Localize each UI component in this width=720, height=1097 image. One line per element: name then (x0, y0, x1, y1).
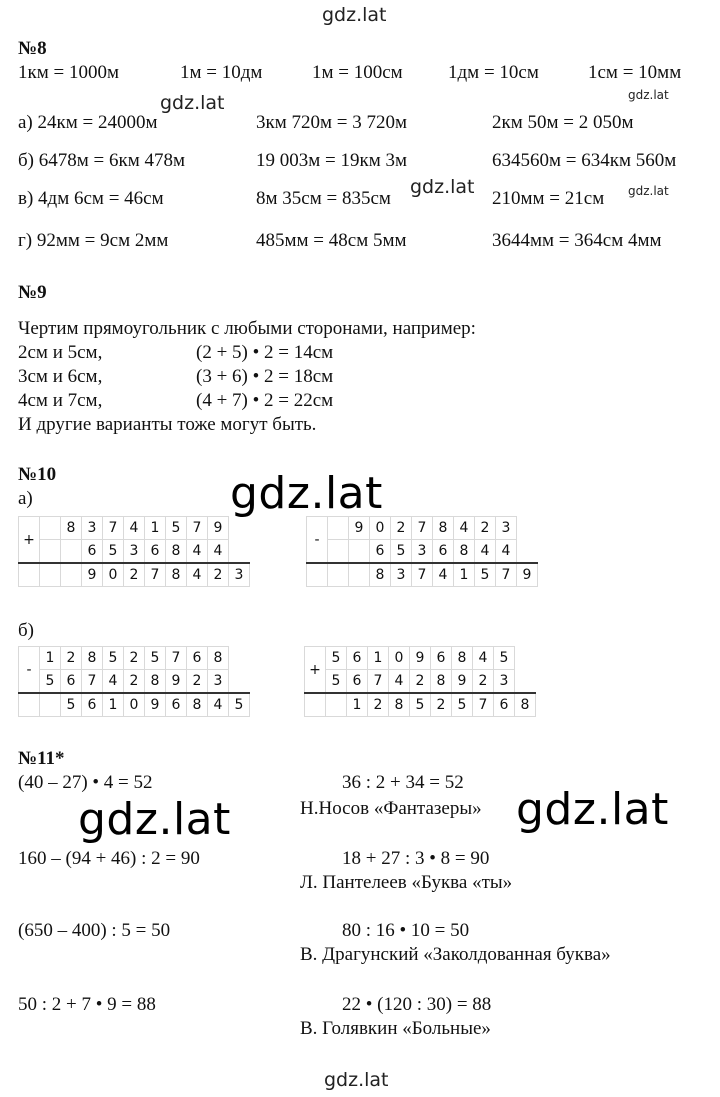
digit-cell: 6 (61, 670, 82, 694)
operator-sign (40, 693, 61, 717)
conversion-item: 19 003м = 19км 3м (256, 150, 408, 171)
column-addition-b (304, 646, 536, 717)
digit-cell: 4 (187, 563, 208, 587)
digit-cell: 8 (452, 647, 473, 670)
expression-right: 80 : 16 • 10 = 50 (342, 920, 470, 941)
operand-bottom (307, 540, 538, 564)
section-title-8: №8 (18, 38, 47, 59)
digit-cell: 3 (412, 540, 433, 564)
expression-left: 50 : 2 + 7 • 9 = 88 (18, 994, 156, 1015)
conversion-item: г) 92мм = 9см 2мм (18, 230, 169, 251)
digit-cell: 2 (187, 670, 208, 694)
digit-cell: 0 (124, 693, 145, 717)
column-addition-a (18, 516, 250, 587)
operator-sign: + (19, 517, 40, 564)
perimeter-calc: (4 + 7) • 2 = 22см (196, 390, 334, 411)
digit-cell: 9 (349, 517, 370, 540)
digit-cell: 4 (496, 540, 517, 564)
digit-cell (61, 563, 82, 587)
conversion-item: 2км 50м = 2 050м (492, 112, 634, 133)
digit-cell (328, 517, 349, 540)
digit-cell: 8 (208, 647, 229, 670)
digit-cell: 7 (412, 517, 433, 540)
operand-bottom (19, 540, 250, 564)
digit-cell: 5 (166, 517, 187, 540)
digit-cell: 9 (452, 670, 473, 694)
digit-cell: 2 (61, 647, 82, 670)
digit-cell: 3 (208, 670, 229, 694)
result-row (307, 563, 538, 587)
digit-cell: 8 (389, 693, 410, 717)
digit-cell: 5 (145, 647, 166, 670)
digit-cell: 8 (166, 540, 187, 564)
result-row (19, 693, 250, 717)
digit-cell: 5 (103, 540, 124, 564)
expression-right: 22 • (120 : 30) = 88 (342, 994, 492, 1015)
digit-cell: 6 (370, 540, 391, 564)
subtask-label-b: б) (18, 620, 34, 641)
digit-cell: 8 (515, 693, 536, 717)
digit-cell: 4 (208, 693, 229, 717)
digit-cell: 6 (187, 647, 208, 670)
digit-cell (40, 517, 61, 540)
operator-blank (305, 693, 326, 717)
digit-cell: 5 (40, 670, 61, 694)
digit-cell: 4 (208, 540, 229, 564)
digit-cell: 5 (103, 647, 124, 670)
task-outro: И другие варианты тоже могут быть. (18, 414, 317, 435)
digit-cell: 2 (124, 670, 145, 694)
perimeter-calc: (2 + 5) • 2 = 14см (196, 342, 334, 363)
unit-relation: 1км = 1000м (18, 62, 119, 83)
operator-blank (19, 563, 40, 587)
rectangle-sides: 3см и 6см, (18, 366, 103, 387)
watermark-small: gdz.lat (410, 176, 475, 198)
section-title-10: №10 (18, 464, 57, 485)
conversion-item: 8м 35см = 835см (256, 188, 391, 209)
digit-cell: 1 (347, 693, 368, 717)
digit-cell: 2 (391, 517, 412, 540)
conversion-item: а) 24км = 24000м (18, 112, 158, 133)
watermark-big: gdz.lat (516, 784, 669, 835)
digit-cell: 7 (473, 693, 494, 717)
result-row (19, 563, 250, 587)
digit-cell (61, 540, 82, 564)
digit-cell: 8 (61, 517, 82, 540)
digit-cell: 3 (82, 517, 103, 540)
watermark-bottom: gdz.lat (324, 1069, 389, 1091)
digit-cell: 9 (82, 563, 103, 587)
expression-left: (650 – 400) : 5 = 50 (18, 920, 171, 941)
digit-cell: 6 (433, 540, 454, 564)
digit-cell: 6 (82, 693, 103, 717)
unit-relation: 1м = 100см (312, 62, 403, 83)
digit-cell: 9 (145, 693, 166, 717)
conversion-item: 634560м = 634км 560м (492, 150, 677, 171)
operator-sign (328, 563, 349, 587)
digit-cell: 6 (494, 693, 515, 717)
digit-cell: 8 (370, 563, 391, 587)
unit-relation: 1см = 10мм (588, 62, 682, 83)
story-author: Л. Пантелеев «Буква «ты» (300, 872, 513, 893)
operand-top (305, 647, 536, 670)
digit-cell: 3 (229, 563, 250, 587)
conversion-item: 485мм = 48см 5мм (256, 230, 407, 251)
digit-cell: 9 (208, 517, 229, 540)
digit-cell: 8 (187, 693, 208, 717)
watermark-tiny: gdz.lat (628, 88, 669, 102)
operator-sign: + (305, 647, 326, 694)
operator-sign (40, 563, 61, 587)
digit-cell: 5 (229, 693, 250, 717)
digit-cell: 4 (433, 563, 454, 587)
conversion-item: б) 6478м = 6км 478м (18, 150, 186, 171)
digit-cell: 8 (82, 647, 103, 670)
digit-cell: 0 (370, 517, 391, 540)
digit-cell: 9 (410, 647, 431, 670)
digit-cell: 3 (494, 670, 515, 694)
digit-cell: 2 (410, 670, 431, 694)
digit-cell: 1 (454, 563, 475, 587)
digit-cell: 5 (494, 647, 515, 670)
digit-cell: 5 (326, 647, 347, 670)
digit-cell: 9 (166, 670, 187, 694)
unit-relation: 1м = 10дм (180, 62, 263, 83)
operand-bottom (305, 670, 536, 694)
digit-cell: 7 (412, 563, 433, 587)
digit-cell: 6 (347, 670, 368, 694)
story-author: В. Драгунский «Заколдованная буква» (300, 944, 611, 965)
digit-cell: 7 (145, 563, 166, 587)
digit-cell: 9 (517, 563, 538, 587)
digit-cell: 4 (473, 647, 494, 670)
section-title-11: №11* (18, 748, 65, 769)
conversion-item: 210мм = 21см (492, 188, 605, 209)
digit-cell: 6 (166, 693, 187, 717)
unit-relation: 1дм = 10см (448, 62, 539, 83)
operator-sign (326, 693, 347, 717)
digit-cell: 3 (391, 563, 412, 587)
story-author: В. Голявкин «Больные» (300, 1018, 491, 1039)
digit-cell: 1 (103, 693, 124, 717)
digit-cell: 7 (103, 517, 124, 540)
operator-sign: - (307, 517, 328, 564)
task-intro: Чертим прямоугольник с любыми сторонами, например: (18, 318, 476, 339)
operator-sign: - (19, 647, 40, 694)
conversion-item: 3км 720м = 3 720м (256, 112, 408, 133)
digit-cell: 4 (124, 517, 145, 540)
column-subtraction-b (18, 646, 250, 717)
expression-right: 18 + 27 : 3 • 8 = 90 (342, 848, 490, 869)
digit-cell: 4 (187, 540, 208, 564)
digit-cell: 5 (391, 540, 412, 564)
digit-cell: 6 (145, 540, 166, 564)
digit-cell: 7 (496, 563, 517, 587)
digit-cell: 4 (454, 517, 475, 540)
digit-cell: 1 (145, 517, 166, 540)
digit-cell (328, 540, 349, 564)
digit-cell: 6 (82, 540, 103, 564)
rectangle-sides: 4см и 7см, (18, 390, 103, 411)
digit-cell: 8 (166, 563, 187, 587)
digit-cell: 0 (103, 563, 124, 587)
digit-cell: 7 (166, 647, 187, 670)
digit-cell: 8 (145, 670, 166, 694)
digit-cell: 6 (431, 647, 452, 670)
column-subtraction-a (306, 516, 538, 587)
operand-bottom (19, 670, 250, 694)
digit-cell: 2 (431, 693, 452, 717)
expression-left: 160 – (94 + 46) : 2 = 90 (18, 848, 200, 869)
digit-cell: 1 (40, 647, 61, 670)
perimeter-calc: (3 + 6) • 2 = 18см (196, 366, 334, 387)
section-title-9: №9 (18, 282, 47, 303)
watermark-top: gdz.lat (322, 4, 387, 26)
watermark-tiny: gdz.lat (628, 184, 669, 198)
digit-cell: 5 (452, 693, 473, 717)
digit-cell: 1 (368, 647, 389, 670)
digit-cell: 6 (347, 647, 368, 670)
digit-cell: 0 (389, 647, 410, 670)
digit-cell: 8 (454, 540, 475, 564)
digit-cell: 2 (475, 517, 496, 540)
operand-top (19, 517, 250, 540)
digit-cell: 4 (475, 540, 496, 564)
digit-cell (349, 540, 370, 564)
digit-cell: 8 (433, 517, 454, 540)
operand-top (307, 517, 538, 540)
watermark-small: gdz.lat (160, 92, 225, 114)
digit-cell: 3 (124, 540, 145, 564)
conversion-item: 3644мм = 364см 4мм (492, 230, 662, 251)
operator-blank (19, 693, 40, 717)
story-author: Н.Носов «Фантазеры» (300, 798, 482, 819)
digit-cell: 4 (103, 670, 124, 694)
digit-cell: 7 (82, 670, 103, 694)
digit-cell: 5 (475, 563, 496, 587)
digit-cell (349, 563, 370, 587)
digit-cell: 7 (368, 670, 389, 694)
digit-cell: 2 (368, 693, 389, 717)
digit-cell: 2 (473, 670, 494, 694)
digit-cell: 3 (496, 517, 517, 540)
expression-right: 36 : 2 + 34 = 52 (342, 772, 464, 793)
conversion-item: в) 4дм 6см = 46см (18, 188, 164, 209)
result-row (305, 693, 536, 717)
digit-cell: 2 (208, 563, 229, 587)
digit-cell: 5 (410, 693, 431, 717)
digit-cell: 2 (124, 647, 145, 670)
watermark-big: gdz.lat (78, 794, 231, 845)
expression-left: (40 – 27) • 4 = 52 (18, 772, 153, 793)
digit-cell: 5 (61, 693, 82, 717)
watermark-big: gdz.lat (230, 468, 383, 519)
digit-cell: 5 (326, 670, 347, 694)
subtask-label-a: а) (18, 488, 33, 509)
digit-cell: 2 (124, 563, 145, 587)
operator-blank (307, 563, 328, 587)
rectangle-sides: 2см и 5см, (18, 342, 103, 363)
digit-cell: 7 (187, 517, 208, 540)
digit-cell (40, 540, 61, 564)
digit-cell: 4 (389, 670, 410, 694)
digit-cell: 8 (431, 670, 452, 694)
operand-top (19, 647, 250, 670)
